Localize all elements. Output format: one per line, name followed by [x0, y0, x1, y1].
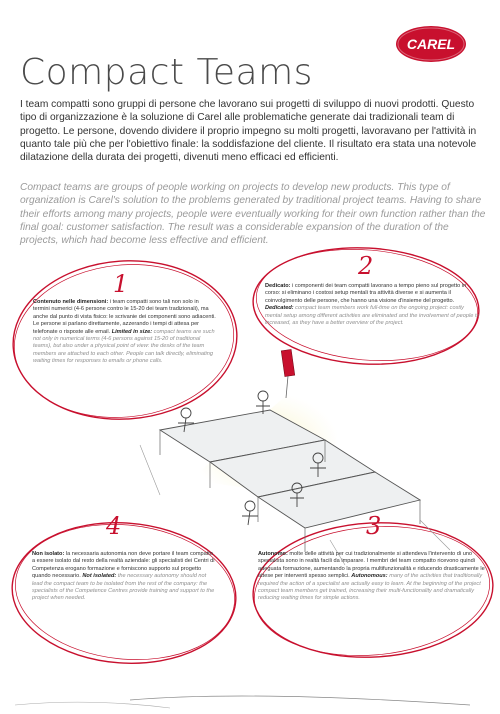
bubble-4-text	[32, 551, 216, 603]
bubble-1-heading-it: Contenuto nelle dimensioni:	[33, 299, 109, 305]
bubble-1-body-it: i team compatti sono tali non solo in termini numerici (4-6 persone contro le 15-20 dei team tradizionali), ma anche dal punto di vista fisico: le scrivanie dei componenti sono adiacenti. Le persone si parlano direttamente, azzerando i tempi di attesa per telefonate o risposte alle email.	[33, 299, 216, 335]
bubble-4-body-it: la necessaria autonomia non deve portare il team compatto a essere isolato dal resto della realtà aziendale: gli specialisti dei Centri di Competenza erogano formazione e forniscono supporto sul progetto quando necessario.	[32, 551, 215, 580]
bubble-number-1: 1	[113, 270, 129, 298]
bubble-2-body-en: compact team members work full-time on the ongoing project: costly mental setup among different activities are eliminated and the involvement of people is increased, as they have a better overview of the project.	[265, 305, 479, 327]
intro-english: Compact teams are groups of people working on projects to develop new products. This type of organization is Carel's solution to the problems generated by traditional project teams. Having to share their efforts among many projects, people were eventually working for their own function rather than the final goal: customer satisfaction. The result was a considerable expansion of the duration of the projects, which had become less effective and efficient.	[20, 182, 486, 247]
bubble-1-heading-en: Limited in size:	[111, 328, 153, 335]
bubble-3-heading-it: Autonomo:	[258, 551, 288, 557]
bubble-number-2: 2	[358, 252, 374, 280]
desks	[160, 410, 420, 528]
page-title: Compact Teams	[20, 52, 313, 93]
bubble-3-body-en: many of the activities that traditionally required the action of a specialist are actually easy to learn. At the beginning of the project compact team members get trained, increasing their multi-functionality and dramatically reducing waiting times for simple actions.	[258, 573, 483, 602]
bubble-number-4: 4	[106, 512, 122, 540]
bubble-4-body-en: the necessary autonomy should not lead the compact team to be isolated from the rest of the company: the specialists of the Competence Centres provide training and support to the project when needed.	[32, 573, 215, 602]
lamp	[281, 349, 295, 376]
bubble-2-text	[265, 283, 479, 327]
bubble-3-heading-en: Autonomous:	[351, 573, 388, 580]
bubble-2-heading-it: Dedicato:	[265, 283, 291, 289]
bubble-1-text	[33, 299, 217, 366]
bubble-1-body-en: compact teams are such not only in numerical terms (4-6 persons against 15-20 of traditional teams), but also under a physical point of view: the desks of the team members are attached to each other. People can talk directly, eliminating waiting times for responses to emails or phone calls.	[33, 328, 215, 365]
carel-logo	[395, 25, 467, 63]
bubble-number-3: 3	[366, 512, 382, 540]
bubble-4-heading-it: Non isolato:	[32, 551, 65, 557]
intro-italian: I team compatti sono gruppi di persone che lavorano sui progetti di sviluppo di nuovi prodotti. Questo tipo di organizzazione è la soluzione di Carel alle problematiche generate dai tradizionali team di progetto. Le persone, dovendo dividere il proprio impegno su molti progetti, lavoravano per l'attività in quanto tale più che per l'obiettivo finale: la soddisfazione del cliente. Il risultato era stata una notevole dilatazione della durata dei progetti, divenuti meno efficaci ed efficienti.	[20, 99, 477, 164]
bubble-4-heading-en: Not isolated:	[82, 573, 117, 580]
bubble-2-body-it: i componenti dei team compatti lavorano a tempo pieno sul progetto in corso: si eliminano i costosi setup mentali tra attività diverse e si aumenta il coinvolgimento delle persone, che hanno una visione d'insieme del progetto.	[265, 283, 467, 304]
bubble-3-text	[258, 551, 488, 603]
bubble-3-body-it: molte delle attività per cui tradizionalmente si attendeva l'intervento di uno specialista sono in realtà facili da imparare. I membri del team compatto ricevono quindi adeguata formazione, aumentando la propria multifunzionalità e riducendo drasticamente le attese per interventi spesso semplici.	[258, 551, 485, 580]
bubble-2-heading-en: Dedicated:	[265, 305, 294, 312]
svg-text:CAREL: CAREL	[406, 36, 456, 52]
